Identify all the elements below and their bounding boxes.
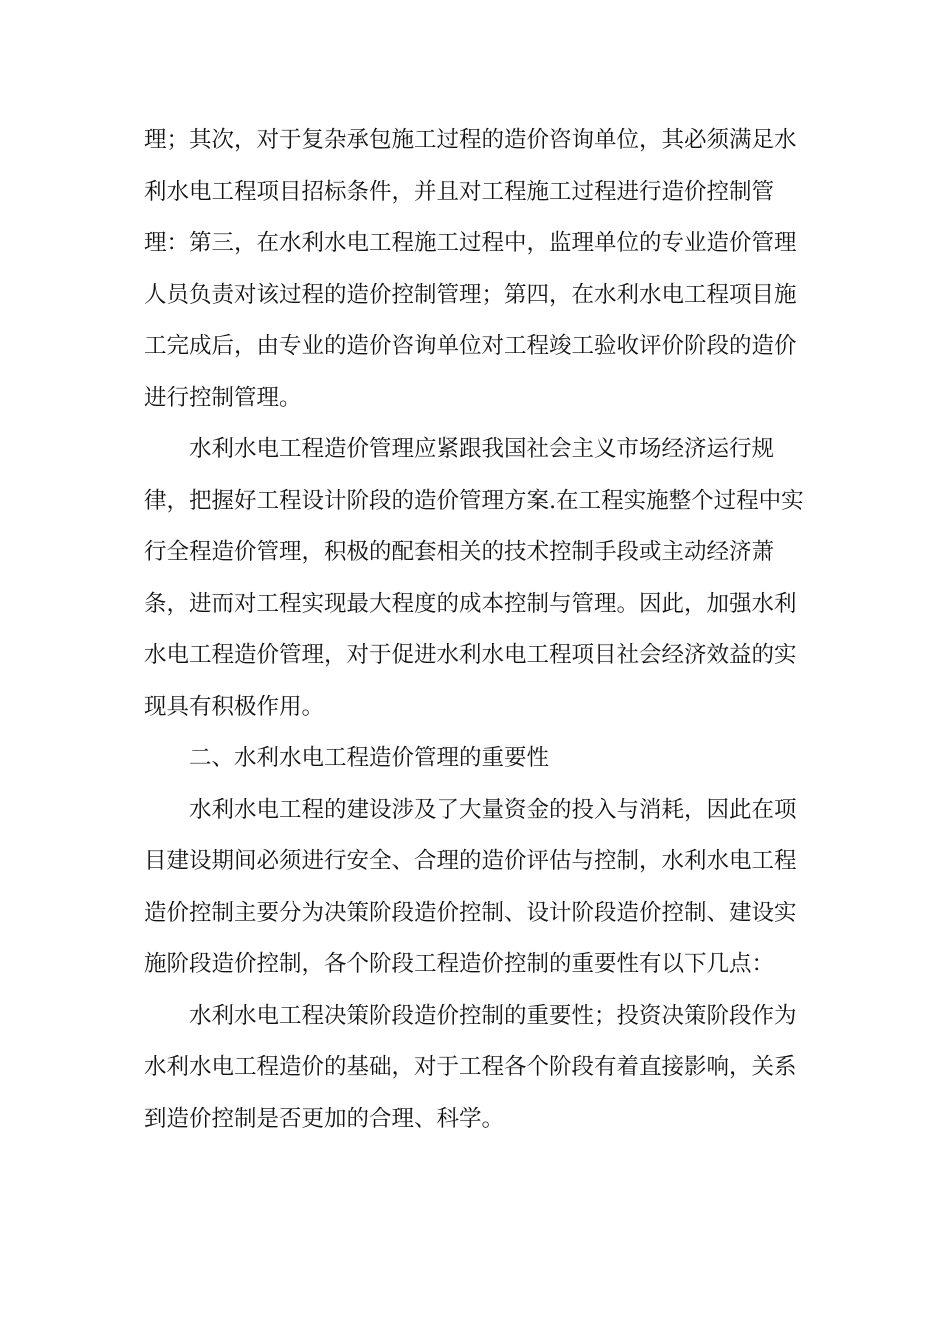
text-line: 水电工程造价管理，对于促进水利水电工程项目社会经济效益的实 [144,642,797,668]
paragraph-cost-management [144,424,804,733]
text-line: 律，把握好工程设计阶段的造价管理方案.在工程实施整个过程中实 [144,487,804,514]
text-line: 利水电工程项目招标条件，并且对工程施工过程进行造价控制管 [144,178,775,205]
body-text [144,115,804,1145]
text-line: 行全程造价管理，积极的配套相关的技术控制手段或主动经济萧 [144,539,775,565]
heading-text: 二、水利水电工程造价管理的重要性 [189,745,550,771]
paragraph-importance [144,785,804,991]
text-line: 现具有积极作用。 [144,693,325,720]
text-line: 理；其次，对于复杂承包施工过程的造价咨询单位，其必须满足水 [144,127,797,153]
text-line: 施阶段造价控制，各个阶段工程造价控制的重要性有以下几点： [144,951,775,977]
text-line: 人员负责对该过程的造价控制管理；第四，在水利水电工程项目施 [144,281,797,308]
section-heading [144,733,804,785]
text-line: 目建设期间必须进行安全、合理的造价评估与控制，水利水电工程 [144,848,797,874]
text-line: 条，进而对工程实现最大程度的成本控制与管理。因此，加强水利 [144,590,797,617]
text-line: 水利水电工程的建设涉及了大量资金的投入与消耗，因此在项 [189,796,797,823]
text-line: 理：第三，在水利水电工程施工过程中，监理单位的专业造价管理 [144,230,797,256]
text-line: 水利水电工程造价的基础，对于工程各个阶段有着直接影响，关系 [144,1054,797,1080]
text-line: 工完成后，由专业的造价咨询单位对工程竣工验收评价阶段的造价 [144,333,797,359]
paragraph-decision-stage [144,991,804,1146]
text-line: 到造价控制是否更加的合理、科学。 [144,1105,505,1132]
text-line: 进行控制管理。 [144,384,302,411]
text-line: 造价控制主要分为决策阶段造价控制、设计阶段造价控制、建设实 [144,899,797,926]
text-line: 水利水电工程决策阶段造价控制的重要性；投资决策阶段作为 [189,1002,797,1029]
text-line: 水利水电工程造价管理应紧跟我国社会主义市场经济运行规 [189,436,775,462]
paragraph-continuation [144,115,804,424]
